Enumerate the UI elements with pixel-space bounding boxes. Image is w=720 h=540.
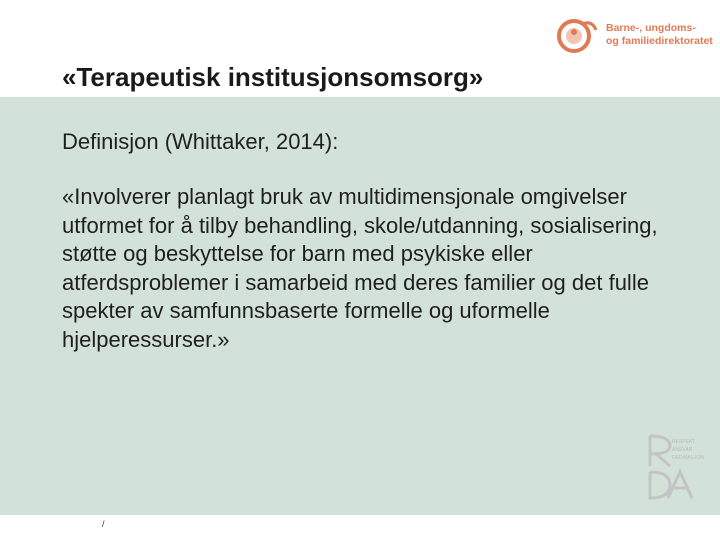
rad-logo-line1: RESPEKT: [672, 439, 696, 445]
footer-mark: /: [102, 519, 105, 529]
bufdir-logo-line1: Barne-, ungdoms-: [606, 22, 696, 34]
definition-quote: «Involverer planlagt bruk av multidimensjonale omgivelser utformet for å tilby behandling, skole/utdanning, sosialisering, støtte og beskyttelse for barn med psykiske eller atferdsproblemer i samarbeid med deres familier og det fulle spekter av samfunnsbaserte formelle og uformelle hjelperessurser.»: [62, 184, 658, 352]
bufdir-logo-line2: og familiedirektoratet: [606, 35, 713, 47]
rad-logo-line3: DEDIKASJON: [672, 455, 704, 461]
rad-logo-text: [672, 438, 704, 462]
slide-title: «Terapeutisk institusjonsomsorg»: [62, 62, 484, 92]
slide-footer: [0, 515, 720, 540]
rad-logo: [644, 432, 708, 502]
content-area: [0, 97, 720, 515]
bufdir-logo-icon: [552, 16, 602, 56]
bufdir-logo: [552, 16, 712, 56]
slide-header: [0, 0, 720, 97]
bufdir-logo-text: [606, 22, 713, 48]
rad-logo-line2: ANSVAR: [672, 447, 693, 453]
definition-heading: Definisjon (Whittaker, 2014):: [62, 129, 339, 154]
